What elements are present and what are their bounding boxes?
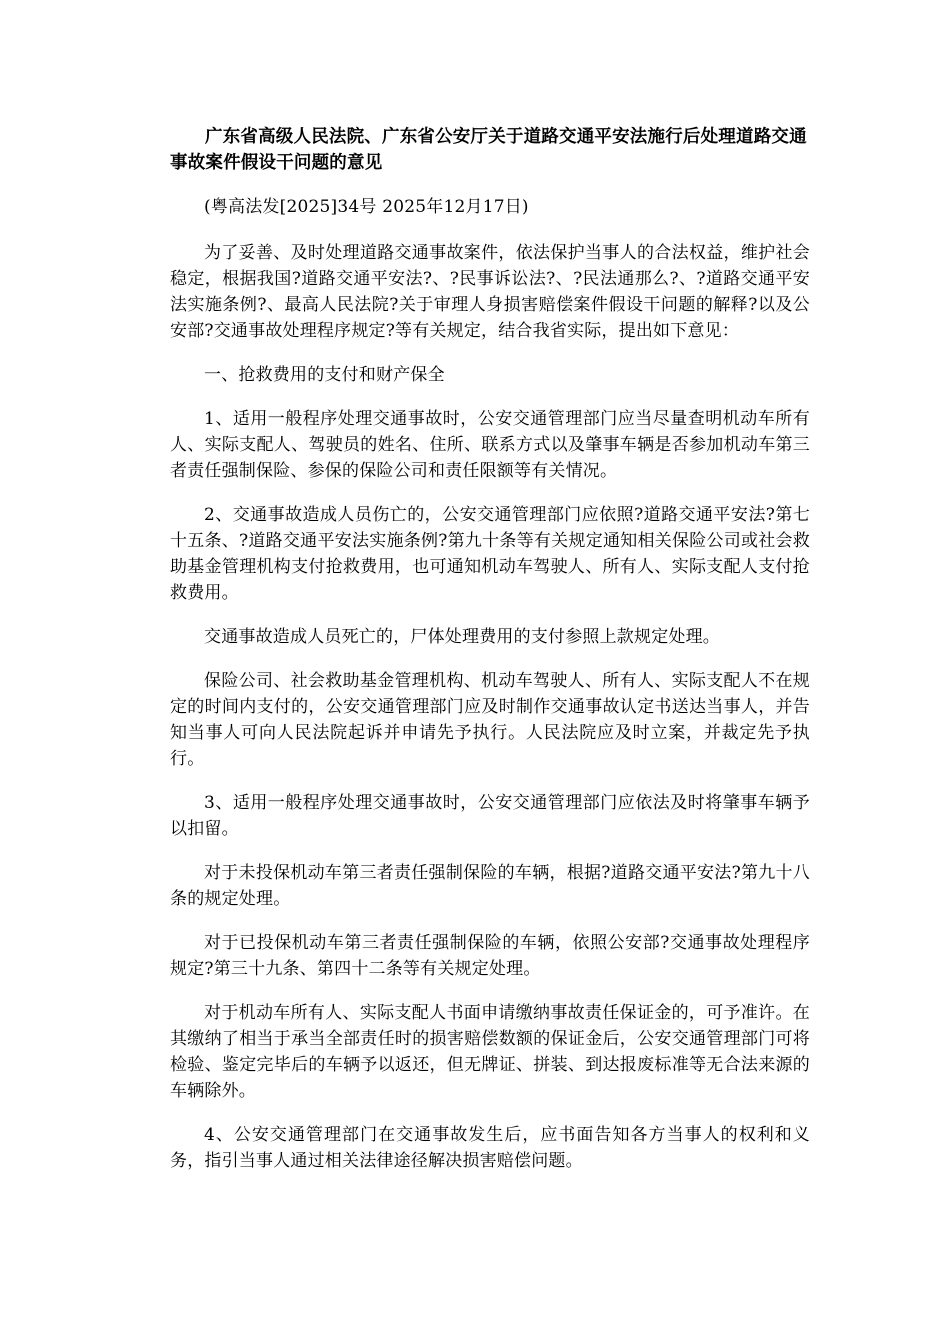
paragraph-item-3-sub-2: 对于已投保机动车第三者责任强制保险的车辆，依照公安部?交通事故处理程序规定?第三十九条、第四十二条等有关规定处理。 xyxy=(170,933,810,979)
paragraph-preamble: 为了妥善、及时处理道路交通事故案件，依法保护当事人的合法权益，维护社会稳定，根据我国?道路交通平安法?、?民事诉讼法?、?民法通那么?、?道路交通平安法实施条例?、最高人民法院?关于审理人身损害赔偿案件假设干问题的解释?以及公安部?交通事故处理程序规定?等有关规定，结合我省实际，提出如下意见： xyxy=(170,243,810,341)
paragraph-item-2: 2、交通事故造成人员伤亡的，公安交通管理部门应依照?道路交通平安法?第七十五条、?道路交通平安法实施条例?第九十条等有关规定通知相关保险公司或社会救助基金管理机构支付抢救费用，也可通知机动车驾驶人、所有人、实际支配人支付抢救费用。 xyxy=(170,505,810,603)
paragraph-item-2-sub-1: 交通事故造成人员死亡的，尸体处理费用的支付参照上款规定处理。 xyxy=(204,627,720,647)
section-heading-1: 一、抢救费用的支付和财产保全 xyxy=(204,365,445,385)
paragraph-item-1: 1、适用一般程序处理交通事故时，公安交通管理部门应当尽量查明机动车所有人、实际支配人、驾驶员的姓名、住所、联系方式以及肇事车辆是否参加机动车第三者责任强制保险、参保的保险公司和责任限额等有关情况。 xyxy=(170,409,810,481)
paragraph-item-4: 4、公安交通管理部门在交通事故发生后，应书面告知各方当事人的权利和义务，指引当事人通过相关法律途径解决损害赔偿问题。 xyxy=(170,1125,810,1171)
paragraph-item-3-sub-1: 对于未投保机动车第三者责任强制保险的车辆，根据?道路交通平安法?第九十八条的规定处理。 xyxy=(170,863,810,909)
paragraph-item-3: 3、适用一般程序处理交通事故时，公安交通管理部门应依法及时将肇事车辆予以扣留。 xyxy=(170,793,810,839)
paragraph-item-2-sub-2: 保险公司、社会救助基金管理机构、机动车驾驶人、所有人、实际支配人不在规定的时间内支付的，公安交通管理部门应及时制作交通事故认定书送达当事人，并告知当事人可向人民法院起诉并申请先予执行。人民法院应及时立案，并裁定先予执行。 xyxy=(170,671,810,769)
document-title: 广东省高级人民法院、广东省公安厅关于道路交通平安法施行后处理道路交通事故案件假设干问题的意见 xyxy=(170,127,807,173)
paragraph-item-3-sub-3: 对于机动车所有人、实际支配人书面申请缴纳事故责任保证金的，可予准许。在其缴纳了相当于承当全部责任时的损害赔偿数额的保证金后，公安交通管理部门可将检验、鉴定完毕后的车辆予以返还，但无牌证、拼装、到达报废标准等无合法来源的车辆除外。 xyxy=(170,1003,810,1101)
document-body xyxy=(170,124,810,1192)
document-reference: (粤高法发[2025]34号 2025年12月17日) xyxy=(204,197,529,217)
